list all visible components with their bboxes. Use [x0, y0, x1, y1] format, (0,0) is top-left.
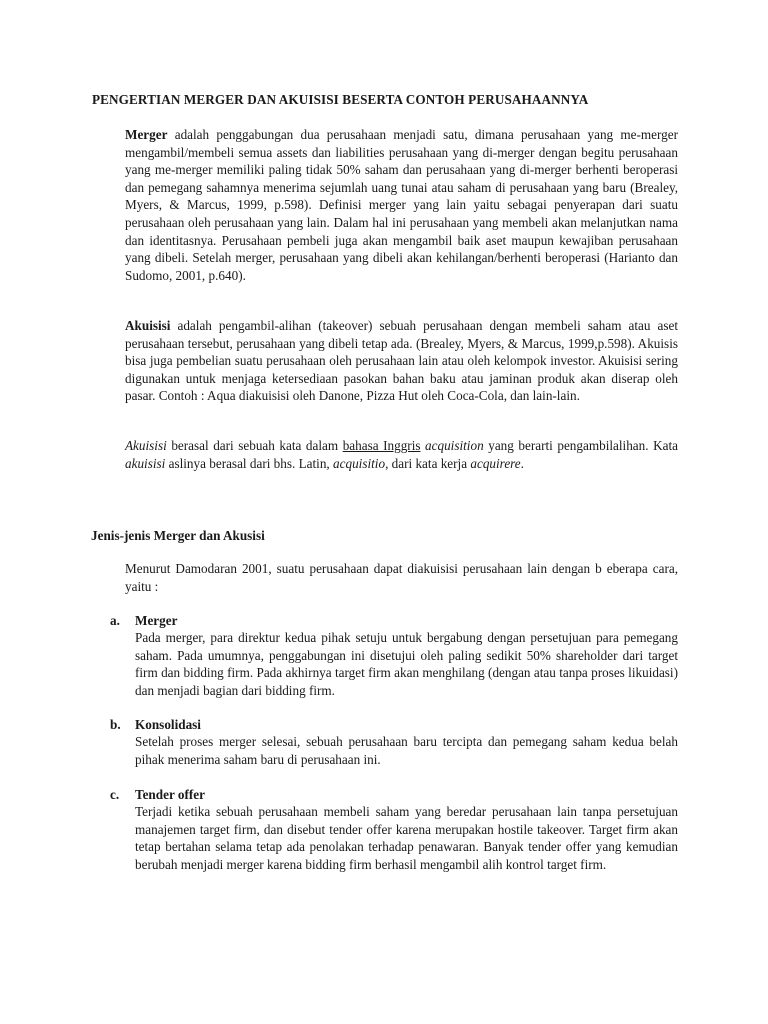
- list-item-title: Tender offer: [135, 787, 205, 802]
- merger-term: Merger: [125, 127, 168, 142]
- list-marker: a.: [110, 613, 120, 628]
- etymology-text: .: [520, 455, 524, 471]
- document-title: PENGERTIAN MERGER DAN AKUISISI BESERTA CONTOH PERUSAHAANNYA: [92, 92, 589, 107]
- etymology-text: berasal dari sebuah kata dalam: [166, 438, 343, 453]
- list-item-body: Setelah proses merger selesai, sebuah perusahaan baru tercipta dan pemegang saham kedua belah pihak menerima saham baru di perusahaan ini.: [135, 734, 678, 767]
- etymology-term-acquisitio: acquisitio: [333, 455, 386, 471]
- etymology-term-acquirere: acquirere: [470, 455, 521, 471]
- etymology-term-akuisisi-lower: akuisisi: [125, 455, 166, 471]
- etymology-paragraph: [125, 437, 678, 472]
- list-item-title: Merger: [135, 613, 178, 628]
- merger-definition-paragraph: [125, 126, 678, 284]
- section-heading-jenis: Jenis-jenis Merger dan Akusisi: [91, 528, 265, 543]
- etymology-text: , dari kata kerja: [385, 455, 471, 471]
- list-item-body: Pada merger, para direktur kedua pihak setuju untuk bergabung dengan persetujuan para pemegang saham. Pada umumnya, penggabungan ini disetujui oleh paling sedikit 50% shareholder dari target firm dan bidding firm. Pada akhirnya target firm akan menghilang (dengan atau tanpa proses likuidasi) dan menjadi bagian dari bidding firm.: [135, 630, 678, 698]
- list-marker: c.: [110, 787, 120, 802]
- akuisisi-term: Akuisisi: [125, 318, 171, 333]
- etymology-term-akuisisi: Akuisisi: [125, 438, 167, 453]
- list-marker: b.: [110, 717, 121, 732]
- intro-paragraph: Menurut Damodaran 2001, suatu perusahaan dapat diakuisisi perusahaan lain dengan b eberapa cara, yaitu :: [125, 561, 678, 594]
- akuisisi-definition-text: adalah pengambil-alihan (takeover) sebuah perusahaan dengan membeli saham atau aset perusahaan tersebut, perusahaan yang dibeli tetap ada. (Brealey, Myers, & Marcus, 1999,p.598). Akuisis bisa juga pembelian suatu perusahaan oleh perusahaan lain atau oleh kelompok investor. Akuisisi sering digunakan untuk menjaga ketersediaan pasokan bahan baku atau jaminan produk akan diserap oleh pasar. Contoh : Aqua diakuisisi oleh Danone, Pizza Hut oleh Coca-Cola, dan lain-lain.: [125, 318, 678, 404]
- etymology-text: yang berarti pengambilalihan. Kata: [483, 438, 678, 453]
- akuisisi-definition-paragraph: [125, 317, 678, 405]
- bahasa-inggris-link[interactable]: bahasa Inggris: [342, 438, 421, 453]
- etymology-text: aslinya berasal dari bhs. Latin,: [165, 455, 334, 471]
- list-item-body: Terjadi ketika sebuah perusahaan membeli saham yang beredar perusahaan lain tanpa persetujuan manajemen target firm, dan disebut tender offer karena merupakan hostile takeover. Target firm akan tetap bertahan selama tetap ada penolakan terhadap penawaran. Banyak tender offer yang kemudian berubah menjadi merger karena bidding firm berhasil mengambil alih kontrol target firm.: [135, 804, 678, 872]
- list-item-title: Konsolidasi: [135, 717, 201, 732]
- merger-definition-text: adalah penggabungan dua perusahaan menjadi satu, dimana perusahaan yang me-merger mengambil/membeli semua assets dan liabilities perusahaan yang di-merger dengan begitu perusahaan yang me-merger memiliki paling tidak 50% saham dan perusahaan yang di-merger berhenti beroperasi dan pemegang sahamnya menerima sejumlah uang tunai atau saham di perusahaan yang baru (Brealey, Myers, & Marcus, 1999, p.598). Definisi merger yang lain yaitu sebagai penyerapan dari suatu perusahaan oleh perusahaan yang lain. Dalam hal ini perusahaan yang membeli akan melanjutkan nama dan identitasnya. Perusahaan pembeli juga akan mengambil baik aset maupun kewajiban perusahaan yang dibeli. Setelah merger, perusahaan yang dibeli akan kehilangan/berhenti beroperasi (Harianto dan Sudomo, 2001, p.640).: [125, 127, 678, 283]
- etymology-term-acquisition: acquisition: [425, 438, 484, 453]
